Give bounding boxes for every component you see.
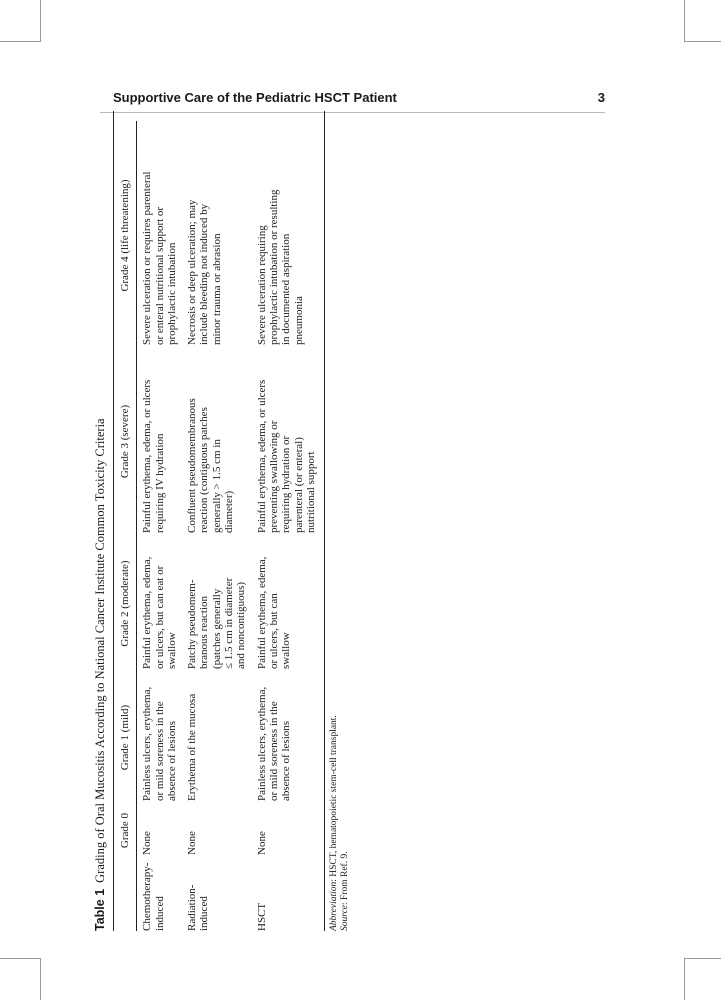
row-category: Radiation- induced [186, 884, 211, 931]
table-row [249, 121, 318, 931]
crop-mark [684, 958, 721, 959]
running-head [113, 90, 605, 105]
toxicity-table [114, 121, 318, 931]
column-header: Grade 1 (mild) [119, 704, 131, 771]
table-cell: Painful erythema, edema, or ulcers requiring IV hydration [141, 379, 166, 533]
table-bottom-rule [324, 111, 325, 931]
source-note: Source: From Ref. 9. [340, 851, 351, 931]
table-cell: Painless ulcers, erythema, or mild soreness in the absence of lesions [141, 686, 178, 801]
table-cell: Patchy pseudomem- branous reaction (patches generally ≤ 1.5 cm in diameter and noncontiguous) [186, 577, 248, 669]
running-head-title: Supportive Care of the Pediatric HSCT Patient [113, 90, 397, 105]
table-cell: None [186, 831, 199, 855]
table-cell: Severe ulceration requiring prophylactic intubation or resulting in documented aspiration pneumonia [255, 189, 305, 345]
abbreviation-note: Abbreviation: HSCT, hematopoietic stem-cell transplant. [329, 715, 340, 931]
table-row [179, 121, 248, 931]
crop-mark [0, 41, 40, 42]
crop-mark [40, 0, 41, 42]
table-label: Table 1 [93, 888, 107, 931]
column-header: Grade 0 [119, 812, 131, 849]
table-cell: Painful erythema, edema, or ulcers, but can swallow [255, 556, 293, 669]
column-header: Grade 3 (severe) [119, 404, 131, 479]
row-category: Chemotherapy- induced [141, 862, 166, 931]
column-header: Grade 4 (life threatening) [119, 179, 131, 292]
row-category: HSCT [255, 902, 268, 931]
crop-mark [684, 41, 721, 42]
crop-mark [684, 958, 685, 1000]
table-cell: None [141, 831, 154, 855]
crop-mark [684, 0, 685, 42]
table-notes [329, 111, 351, 931]
table-cell: Necrosis or deep ulceration; may include bleeding not induced by minor trauma or abrasion [186, 199, 223, 345]
table-header-row [114, 121, 136, 931]
table-cell: Severe ulceration or requires parenteral or enteral nutritional support or prophylactic intubation [141, 171, 178, 345]
page-number: 3 [597, 90, 605, 105]
crop-mark [40, 958, 41, 1000]
table-cell: Painless ulcers, erythema, or mild soreness in the absence of lesions [255, 686, 293, 801]
table-cell: None [255, 831, 268, 855]
table-cell: Painful erythema, edema, or ulcers, but can eat or swallow [141, 556, 178, 669]
table-row [137, 121, 179, 931]
table-cell: Painful erythema, edema, or ulcers preventing swallowing or requiring hydration or parenteral (or enteral) nutritional support [255, 379, 317, 533]
column-header [114, 855, 136, 931]
crop-mark [0, 958, 40, 959]
table-cell: Confluent pseudomembranous reaction (contiguous patches generally > 1.5 cm in diameter) [186, 398, 236, 533]
table-caption [92, 111, 110, 931]
column-header: Grade 2 (moderate) [119, 560, 131, 647]
table-body [137, 121, 318, 931]
rotated-table-block [92, 111, 437, 931]
table-caption-text: Grading of Oral Mucositis According to National Cancer Institute Common Toxicity Criteria [93, 418, 107, 883]
table-cell: Erythema of the mucosa [186, 693, 199, 801]
